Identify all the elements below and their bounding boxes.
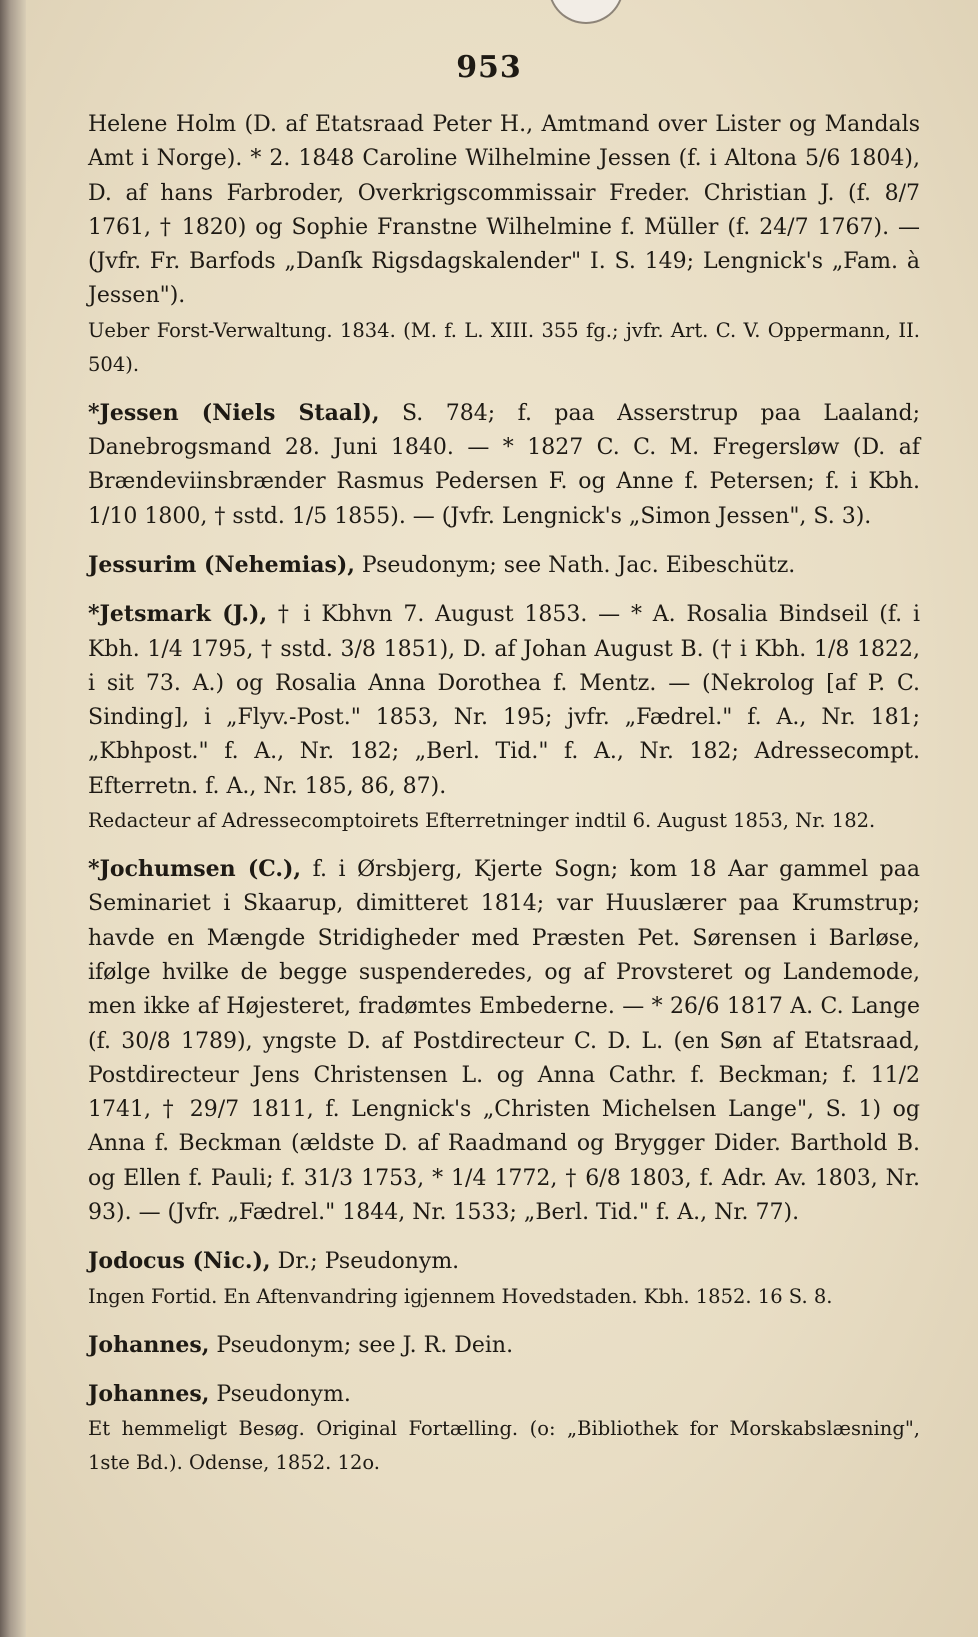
entry-text: f. i Ørsbjerg, Kjerte Sogn; kom 18 Aar gammel paa Seminariet i Skaarup, dimitteret 1814; var Huuslærer paa Krumstrup; havde en Mængde Stridigheder med Præsten Pet. Sørensen i Barløse, ifølge hvilke de begge suspenderedes, og af Provsteret og Landemode, men ikke af Højesteret, fradømtes Embederne. — * 26/6 1817 A. C. Lange (f. 30/8 1789), yngste D. af Postdirecteur C. D. L. (en Søn af Etatsraad, Postdirecteur Jens Christensen L. og Anna Cathr. f. Beckman; f. 11/2 1741, † 29/7 1811, f. Lengnick's „Christen Michelsen Lange", S. 1) og Anna f. Beckman (ældste D. af Raadmand og Brygger Dider. Barthold B. og Ellen f. Pauli; f. 31/3 1753, * 1/4 1772, † 6/8 1803, f. Adr. Av. 1803, Nr. 93). — (Jvfr. „Fædrel." 1844, Nr. 1533; „Berl. Tid." f. A., Nr. 77). <box>88 857 920 1226</box>
entry-helene-holm-continuation <box>88 108 920 382</box>
entry-text: † i Kbhvn 7. August 1853. — * A. Rosalia Bindseil (f. i Kbh. 1/4 1795, † sstd. 3/8 1851), D. af Johan August B. († i Kbh. 1/8 1822, i sit 73. A.) og Rosalia Anna Dorothea f. Mentz. — (Nekrolog [af P. C. Sinding], i „Flyv.-Post." 1853, Nr. 195; jvfr. „Fædrel." f. A., Nr. 181; „Kbhpost." f. A., Nr. 182; „Berl. Tid." f. A., Nr. 182; Adressecompt. Efterretn. f. A., Nr. 185, 86, 87). <box>88 602 920 799</box>
entry-johannes-2 <box>88 1377 920 1480</box>
entry-jodocus <box>88 1244 920 1313</box>
entry-note: Et hemmeligt Besøg. Original Fortælling. (o: „Bibliothek for Morskabslæsning", 1ste Bd.). Odense, 1852. 12o. <box>88 1417 920 1475</box>
entry-text: Dr.; Pseudonym. <box>270 1249 460 1275</box>
entry-note: Ingen Fortid. En Aftenvandring igjennem Hovedstaden. Kbh. 1852. 16 S. 8. <box>88 1284 833 1308</box>
entry-body <box>88 1377 920 1412</box>
entry-text: Pseudonym. <box>209 1381 351 1407</box>
entry-body <box>88 597 920 804</box>
entry-jetsmark <box>88 597 920 838</box>
entry-text: Pseudonym; see J. R. Dein. <box>209 1332 514 1358</box>
entry-headword: Jodocus (Nic.), <box>88 1248 271 1275</box>
entry-text: S. 784; f. paa Asserstrup paa Laaland; Danebrogsmand 28. Juni 1840. — * 1827 C. C. M. Fregersløw (D. af Brændeviinsbrænder Rasmus Pedersen F. og Anne f. Petersen; f. i Kbh. 1/10 1800, † sstd. 1/5 1855). — (Jvfr. Lengnick's „Simon Jessen", S. 3). <box>88 400 920 529</box>
entry-headword: Johannes, <box>88 1331 210 1358</box>
entry-note: Ueber Forst-Verwaltung. 1834. (M. f. L. XIII. 355 fg.; jvfr. Art. C. V. Oppermann, II. 504). <box>88 318 920 376</box>
entry-body <box>88 1244 920 1279</box>
entry-headword: Jessurim (Nehemias), <box>88 551 355 578</box>
entry-body <box>88 396 920 534</box>
entry-text: Pseudonym; see Nath. Jac. Eibeschütz. <box>354 552 796 578</box>
entry-headword: Johannes, <box>88 1380 210 1407</box>
entry-body <box>88 852 920 1230</box>
entry-body <box>88 1328 920 1363</box>
entry-jessen-niels-staal <box>88 396 920 534</box>
entry-jessurim <box>88 548 920 583</box>
entry-text: Helene Holm (D. af Etatsraad Peter H., Amtmand over Lister og Mandals Amt i Norge). * 2. 1848 Caroline Wilhelmine Jessen (f. i Altona 5/6 1804), D. af hans Farbroder, Overkrigscommissair Freder. Christian J. (f. 8/7 1761, † 1820) og Sophie Franstne Wilhelmine f. Müller (f. 24/7 1767). — (Jvfr. Fr. Barfods „Danſk Rigsdagskalender" I. S. 149; Lengnick's „Fam. à Jessen"). <box>88 112 920 309</box>
entry-jochumsen <box>88 852 920 1230</box>
entry-headword: *Jetsmark (J.), <box>88 601 268 628</box>
entry-note: Redacteur af Adressecomptoirets Efterretninger indtil 6. August 1853, Nr. 182. <box>88 809 876 833</box>
entry-headword: *Jochumsen (C.), <box>88 856 302 883</box>
entry-body <box>88 548 920 583</box>
entry-headword: *Jessen (Niels Staal), <box>88 399 380 426</box>
entry-johannes-1 <box>88 1328 920 1363</box>
page-content <box>88 108 920 1480</box>
page-number: 953 <box>456 50 522 85</box>
page-notch <box>548 0 624 24</box>
book-binding-edge <box>0 0 26 1637</box>
